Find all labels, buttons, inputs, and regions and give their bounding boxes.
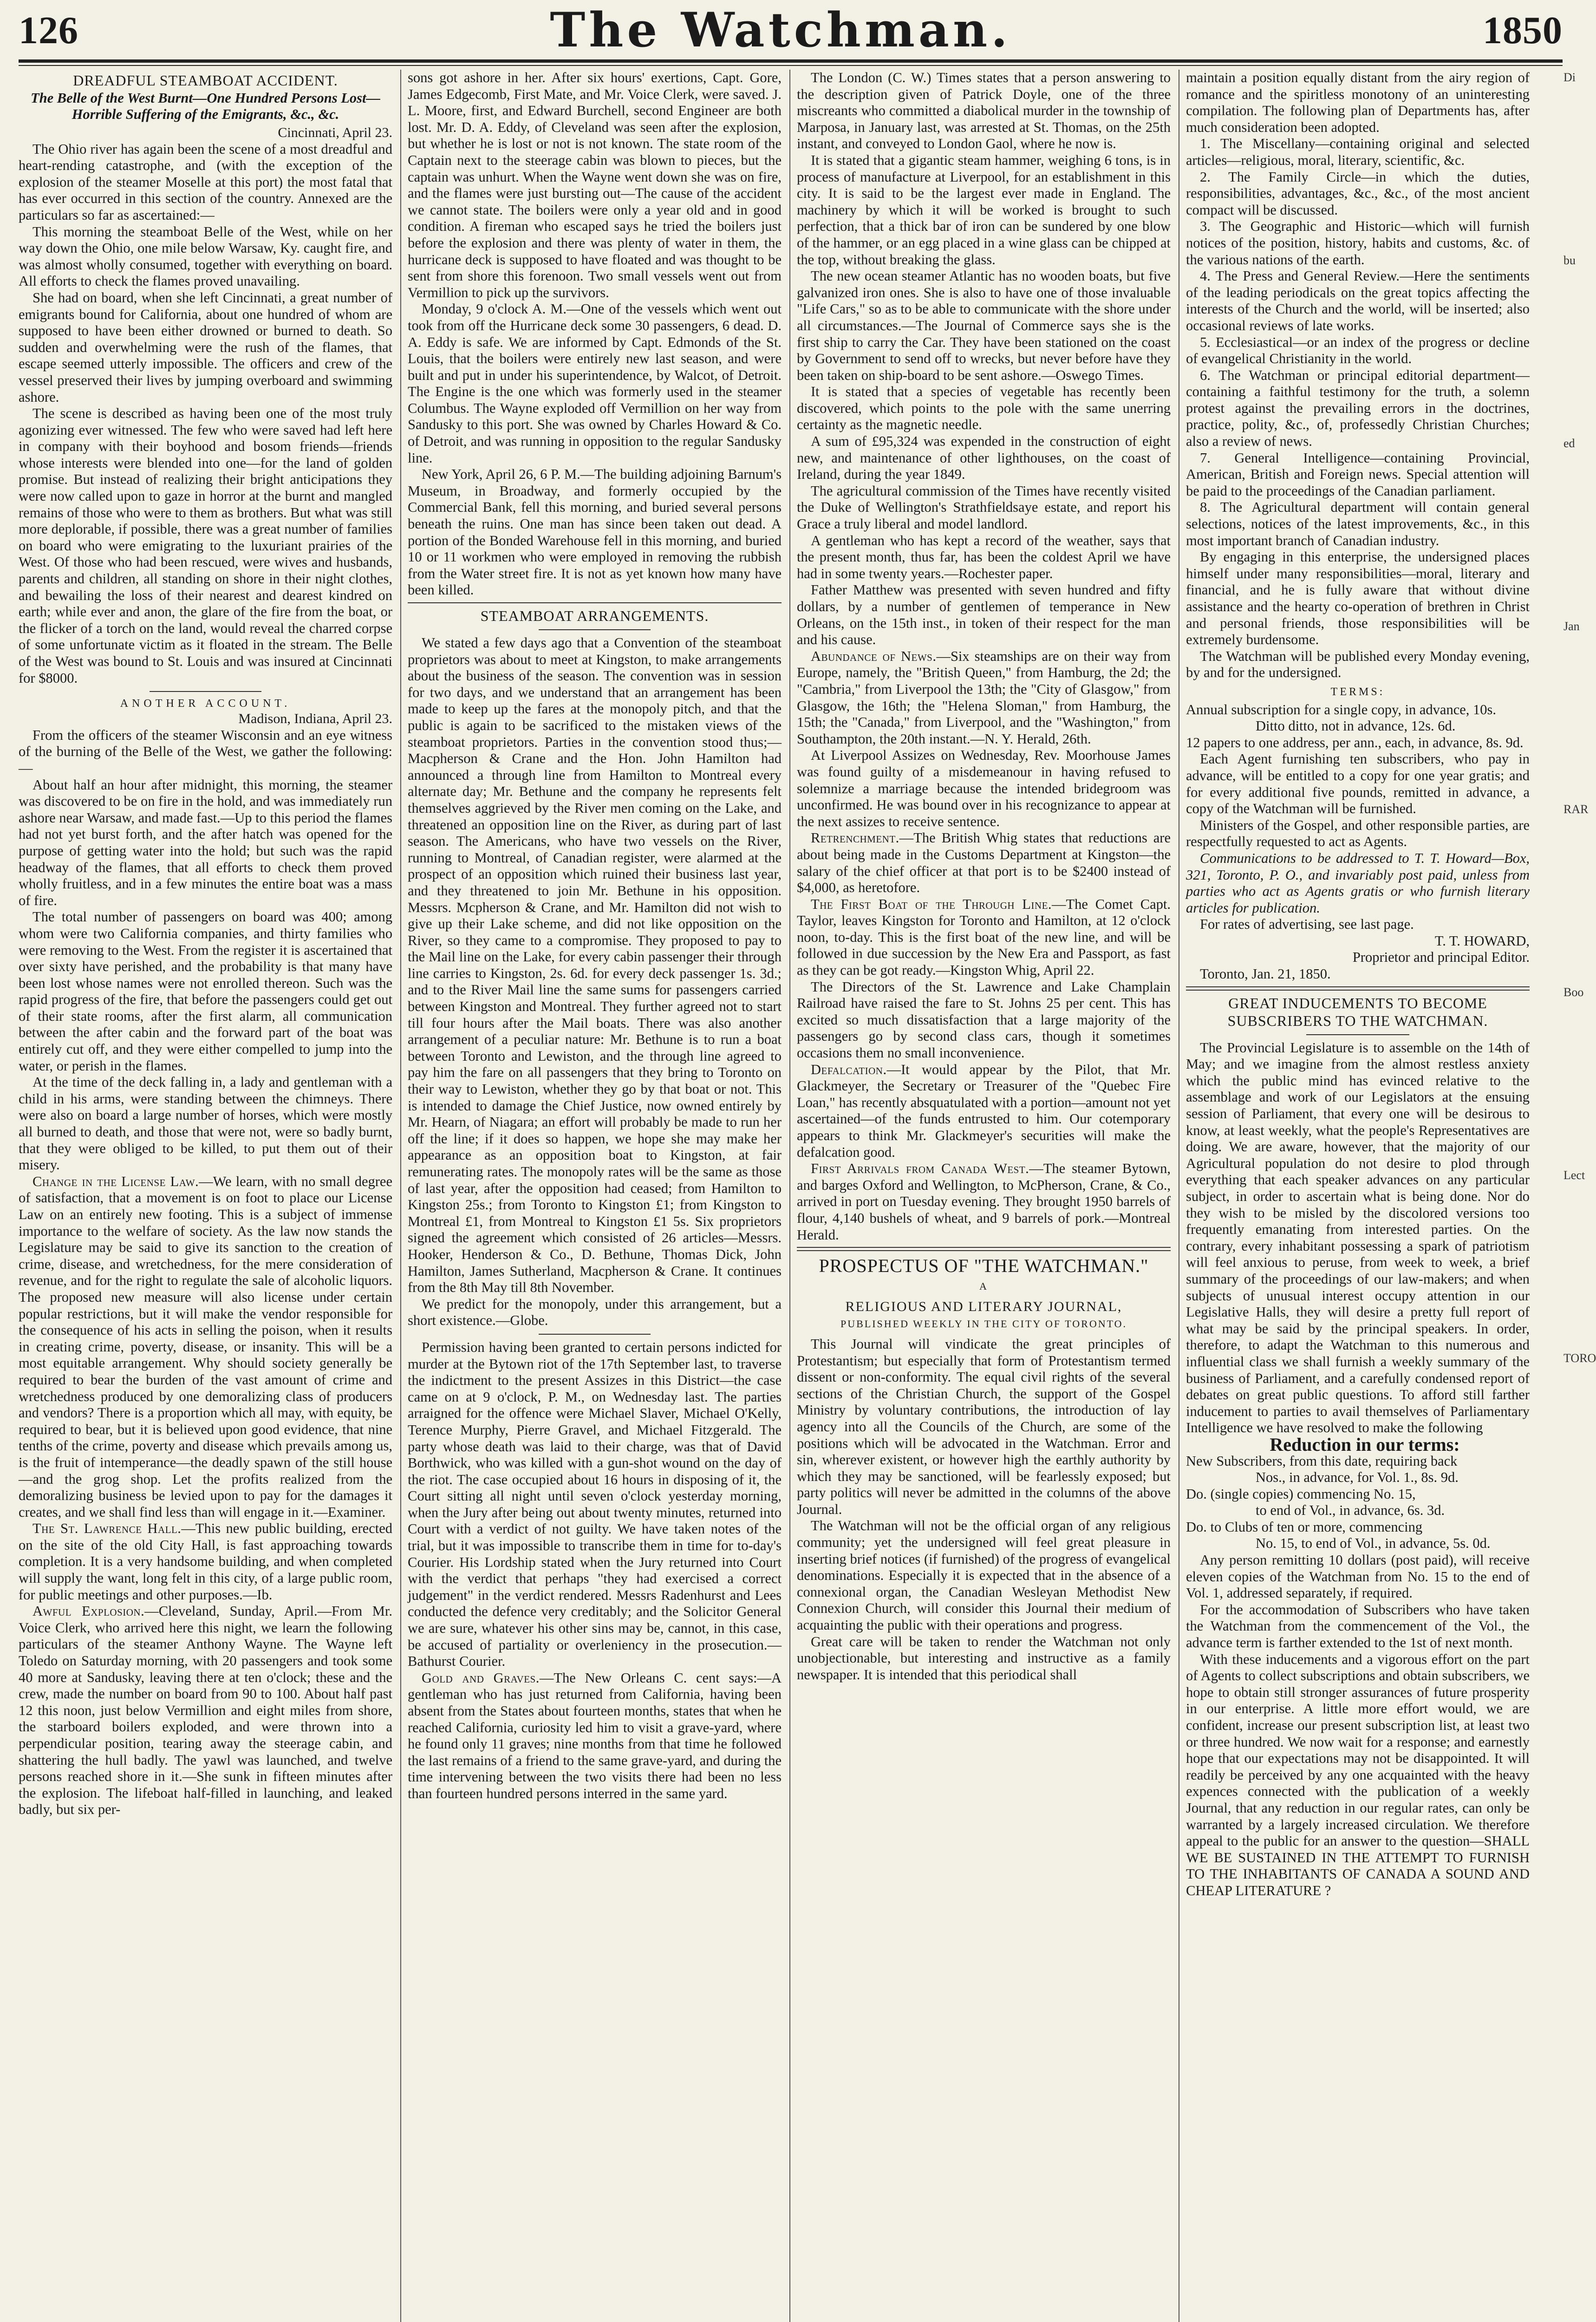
edge-fragment: Di: [1563, 71, 1576, 84]
paragraph: The Watchman will be published every Monday evening, by and for the undersigned.: [1186, 648, 1530, 681]
item-lead: Abundance of News.: [811, 648, 937, 664]
article-headline: GREAT INDUCEMENTS TO BECOME SUBSCRIBERS TO THE WATCHMAN.: [1227, 994, 1488, 1029]
paragraph: Each Agent furnishing ten subscribers, who pay in advance, will be entitled to a copy for one year gratis; and for every additional five pounds, remitted in advance, a copy of the Watchman will be furnished.: [1186, 751, 1530, 817]
column-1: [19, 70, 392, 2322]
item-lead: Awful Explosion.: [33, 1603, 145, 1619]
divider: [150, 691, 262, 692]
issue-year: 1850: [1483, 8, 1563, 52]
masthead: [19, 0, 1563, 60]
paragraph: maintain a position equally distant from the airy region of romance and the spiritless monotony of an uninteresting compilation. The following plan of Departments has, after much consideration been adopted.: [1186, 70, 1530, 135]
paragraph: [797, 896, 1171, 979]
list-item: 5. Ecclesiastical—or an index of the progress or decline of evangelical Christianity in the world.: [1186, 334, 1530, 367]
newspaper-title: The Watchman.: [550, 2, 1011, 58]
paragraph: Permission having been granted to certain persons indicted for murder at the Bytown riot of the 17th September last, to traverse the indictment to the present Assizes in this District—the case came on at 9 o'clock, P. M., on Wednesday last. The parties arraigned for the offence were Michael Slaver, Michael O'Kelly, Terence Murphy, Pierre Gravel, and Michael Fitzgerald. The party whose death was laid to their charge, was that of David Borthwick, who was killed with a gun-shot wound on the day of the riot. The case occupied about 16 hours in disposing of it, the Court sitting all night until seven o'clock yesterday morning, when the Jury after being out about twenty minutes, returned into Court with a verdict of not guilty. We have taken notes of the trial, but it was impossible to transcribe them in time for to-day's Courier. His Lordship stated when the Jury returned into Court with the verdict that perhaps "they had exercised a correct judgement" in the verdict rendered. Messrs Radenhurst and Lees conducted the defence very creditably; and the Solicitor General we are sure, whatever his other sins may be, cannot, in this case, be accused of partiality or overleniency in the prosecution.—Bathurst Courier.: [408, 1339, 782, 1670]
dateline: Cincinnati, April 23.: [278, 125, 392, 140]
paragraph: sons got ashore in her. After six hours' exertions, Capt. Gore, James Edgecomb, First Mate, and Mr. Voice Clerk, were saved. J. L. Moore, first, and Edward Burchell, second Engineer are both lost. Mr. D. A. Eddy, of Cleveland was seen after the explosion, but whether he is lost or not is not known. The state room of the Captain next to the steerage cabin was blown to pieces, but the captain was unhurt. When the Wayne went down she was on fire, and the flames were just bursting out—The cause of the accident we cannot state. The boilers were only a year old and in good condition. A fireman who escaped says he tried the boilers just before the explosion and there was plenty of water in them, the hurricane deck is supposed to have floated and was thought to be sent from shore this forenoon. Two small vessels went out from Vermillion to pick up the survivors.: [408, 70, 782, 300]
item-lead: Retrenchment.: [811, 830, 899, 846]
paragraph: Communications to be addressed to T. T. Howard—Box, 321, Toronto, P. O., and invariably post paid, unless from parties who act as Agents gratis or who furnish literary articles for publication.: [1186, 850, 1530, 916]
divider: [539, 629, 651, 630]
article-headline: DREADFUL STEAMBOAT ACCIDENT.: [73, 72, 338, 89]
item-body: —We learn, with no small degree of satisfaction, that a movement is on foot to place our License Law on an entirely new footing. This is a subject of immense importance to the welfare of society. As the law now stands the Legislature may be said to give its sanction to the creation of crime, disease, and wretchedness, for the mere consideration of revenue, and for the right to regulate the sale of alcoholic liquors. The proposed new measure will also license under certain popular restrictions, but it will make the vendor responsible for the consequence of his acts in selling the poison, when it results in creating crime, poverty, disease, or insanity. This will be a most equitable arrangement. Why should society generally be required to bear the burden of the vast amount of crime and wretchedness produced by one demoralizing class of producers and vendors? There is a proportion which all may, with equity, be required to bear, but it is believed upon good evidence, that nine tenths of the crime, poverty and disease which prevails among us, is the fruit of intemperance—the deadly spawn of the still house—and the grog shop. Let the profits realized from the demoralizing business be levied upon to pay for the damages it creates, and we shall find less than will engage in it.—Examiner.: [19, 1173, 392, 1520]
paragraph: For rates of advertising, see last page.: [1200, 916, 1414, 933]
item-lead: First Arrivals from Canada West.: [811, 1161, 1029, 1177]
paragraph: The London (C. W.) Times states that a person answering to the description given of Patrick Doyle, one of the three miscreants who committed a diabolical murder in the township of Marposa, in January last, was arrested at St. Thomas, on the 25th instant, and conveyed to London Gaol, where he now is.: [797, 70, 1171, 152]
paragraph: [797, 648, 1171, 748]
item-body: —The British Whig states that reductions are about being made in the Customs Department at Kingston—the salary of the chief officer at that port is to be $2400 instead of $4,000, as heretofore.: [797, 830, 1171, 896]
paragraph: For the accommodation of Subscribers who have taken the Watchman from the commencement of the Vol., the advance term is farther extended to the 1st of next month.: [1186, 1601, 1530, 1651]
paragraph: The new ocean steamer Atlantic has no wooden boats, but five galvanized iron ones. She is also to have one of those invaluable "Life Cars," so as to be able to communicate with the shore under all circumstances.—The Journal of Commerce says she is the first ship to carry the Car. They have been stationed on the coast by Government to send off to wrecks, but never before have they been taken on ship-board to be sent ashore.—Oswego Times.: [797, 268, 1171, 383]
column-separator: [400, 70, 401, 2322]
paragraph: [797, 1161, 1171, 1243]
paragraph: Ministers of the Gospel, and other responsible parties, are respectfully requested to act as Agents.: [1186, 817, 1530, 850]
paragraph: A gentleman who has kept a record of the weather, says that the present month, thus far, has been the coldest April we have had in some twenty years.—Rochester paper.: [797, 532, 1171, 581]
paragraph: The total number of passengers on board was 400; among whom were two California companies, and thirty families who were removing to the West. From the register it is ascertained that over sixty have perished, and the probability is that many have been lost whose names were not enrolled thereon. Such was the rapid progress of the fire, that before the passengers could get out of their state rooms, after the first alarm, all communication between the after cabin and the forward part of the boat was entirely cut off, and they were either compelled to jump into the water, or perish in the flames.: [19, 909, 392, 1074]
paragraph: [19, 1520, 392, 1603]
edge-fragment: TORO: [1563, 1351, 1596, 1365]
reduction-heading: Reduction in our terms:: [1270, 1434, 1460, 1455]
item-body: —This new public building, erected on the site of the old City Hall, is fast approaching towards completion. It is a very handsome building, and when completed will supply the want, long felt in this city, of a large public room, for public meetings and other purposes.—Ib.: [19, 1520, 392, 1603]
list-item: 6. The Watchman or principal editorial department—containing a faithful testimony for the truth, a solemn protest against the prevailing errors in the doctrines, practice, polity, &c., of, professedly Christian Churches; also a review of news.: [1186, 367, 1530, 450]
paragraph: [797, 830, 1171, 896]
item-lead: The First Boat of the Through Line.: [811, 896, 1052, 912]
paragraph: The Watchman will not be the official organ of any religious community; yet the undersigned will feel great pleasure in inserting brief notices (if furnished) of the progress of evangelical denominations. Especially it is expected that in the absence of a connexional organ, the Canadian Wesleyan Methodist New Connexion Church, will consider this Journal their medium of acquainting the public with their operations and progress.: [797, 1518, 1171, 1633]
edge-fragment: RAR: [1563, 802, 1589, 816]
item-body: —Six steamships are on their way from Europe, namely, the "British Queen," from Hamburg, the 2d; the "Cambria," from Liverpool the 13th; the "City of Glasgow," from Glasgow, the 16th; the "Helena Sloman," from Hamburg, the 15th; the "Canada," from Liverpool, and the "Washington," from Southampton, the 20th instant.—N. Y. Herald, 26th.: [797, 648, 1171, 747]
divider: [539, 1334, 651, 1335]
paragraph: By engaging in this enterprise, the undersigned places himself under many responsibilities—moral, literary and financial, and he is fully aware that without divine assistance and the hearty co-operation of brethren in Christ and personal friends, those responsibilities will be extremely burdensome.: [1186, 549, 1530, 648]
edge-fragment: Jan: [1563, 620, 1580, 633]
term-line: Do. (single copies) commencing No. 15,: [1186, 1486, 1416, 1502]
paragraph: This morning the steamboat Belle of the West, while on her way down the Ohio, one mile below Warsaw, Ky. caught fire, and was almost wholly consumed, together with everything on board. All efforts to check the flames proved unavailing.: [19, 223, 392, 289]
paragraph: [408, 1670, 782, 1802]
prospectus-article: A: [979, 1280, 988, 1292]
paragraph: She had on board, when she left Cincinnati, a great number of emigrants bound for California, about one hundred of whom are supposed to have been either drowned or burned to death. So sudden and overwhelming were the rush of the flames, that escape seemed utterly impossible. The officers and crew of the vessel preserved their lives by jumping overboard and swimming ashore.: [19, 289, 392, 405]
rate-line: Annual subscription for a single copy, in advance, 10s.: [1186, 701, 1497, 717]
list-item: 7. General Intelligence—containing Provincial, American, British and Foreign news. Special attention will be paid to the proceedings of the Canadian parliament.: [1186, 450, 1530, 499]
paragraph: Father Matthew was presented with seven hundred and fifty dollars, by a number of gentlemen of temperance in New Orleans, on the 15th inst., in token of their respect for the man and his cause.: [797, 582, 1171, 648]
paragraph: We predict for the monopoly, under this arrangement, but a short existence.—Globe.: [408, 1296, 782, 1329]
prospectus-publication-note: PUBLISHED WEEKLY IN THE CITY OF TORONTO.: [840, 1318, 1127, 1330]
paragraph: Monday, 9 o'clock A. M.—One of the vessels which went out took from off the Hurricane deck some 30 passengers, 6 dead. D. A. Eddy is safe. We are informed by Capt. Edmonds of the St. Louis, that the boilers were entirely new last season, and were built and put in under his superintendence, by Walcot, of Detroit. The Engine is the one which was formerly used in the steamer Columbus. The Wayne exploded off Vermillion on her way from Sandusky to this port. She was owned by Charles Howard & Co. of Detroit, and was running in opposition to the regular Sandusky line.: [408, 301, 782, 466]
signature-title: Proprietor and principal Editor.: [1352, 949, 1530, 965]
paragraph: This Journal will vindicate the great principles of Protestantism; but especially that form of Protestantism termed dissent or non-conformity. The equal civil rights of the several sections of the Christian Church, the support of the Gospel Ministry by voluntary contributions, the introduction of lay agency into all the Councils of the Church, are some of the positions which will be advocated in the Watchman. Error and sin, wherever existent, or however high the earthly authority by which they may be sanctioned, will be fearlessly exposed; but party politics will never be admitted in the columns of the above Journal.: [797, 1336, 1171, 1517]
item-lead: Gold and Graves.: [422, 1670, 540, 1686]
prospectus-title: PROSPECTUS OF "THE WATCHMAN.": [819, 1255, 1149, 1277]
term-line: Do. to Clubs of ten or more, commencing: [1186, 1519, 1423, 1535]
edge-fragment: ed: [1563, 437, 1575, 450]
paragraph: [19, 1603, 392, 1818]
rate-line: Ditto ditto, not in advance, 12s. 6d.: [1256, 718, 1456, 734]
term-line: to end of Vol., in advance, 6s. 3d.: [1256, 1502, 1445, 1519]
paragraph: About half an hour after midnight, this morning, the steamer was discovered to be on fire in the hold, and was immediately run ashore near Warsaw, and made fast.—Up to this period the flames had not yet burst forth, and the after hatch was opened for the purpose of getting water into the hold; but such was the rapid headway of the flames, that all efforts to check them proved wholly fruitless, and in a few minutes the entire boat was a mass of fire.: [19, 776, 392, 908]
item-lead: Change in the License Law.: [33, 1173, 199, 1189]
paragraph: At the time of the deck falling in, a lady and gentleman with a child in his arms, were standing between the chimneys. There were also on board a large number of horses, which were mostly all burned to death, and those that were not, were so badly burnt, that they were obliged to be killed, to put them out of their misery.: [19, 1074, 392, 1173]
column-4: [1186, 70, 1530, 2322]
paragraph: The Ohio river has again been the scene of a most dreadful and heart-rending catastrophe, and (with the exception of the explosion of the steamer Moselle at this port) the most fatal that has ever occurred in this section of the country. Annexed are the particulars so far as ascertained:—: [19, 141, 392, 223]
item-body: —The New Orleans C. cent says:—A gentleman who has just returned from California, having been absent from the States about fourteen months, states that when he reached California, curiosity led him to visit a grave-yard, where he found only 11 graves; nine months from that time he followed the last remains of a friend to the same grave-yard, and during the time intervening between the two visits there had been no less than fourteen hundred persons interred in the same yard.: [408, 1670, 782, 1801]
paragraph: With these inducements and a vigorous effort on the part of Agents to collect subscriptions and obtain subscribers, we hope to obtain still stronger assurances of future prosperity in our enterprise. A little more effort would, we are confident, increase our present subscription list, at least two or three hundred. We now wait for a response; and earnestly hope that our expectations may not be disappointed. It will readily be perceived by any one acquainted with the heavy expences connected with the publication of a weekly Journal, that any reduction in our regular rates, can only be warranted by a largely increased circulation. We therefore appeal to the public for an answer to the question—SHALL WE BE SUSTAINED IN THE ATTEMPT TO FURNISH TO THE INHABITANTS OF CANADA A SOUND AND CHEAP LITERATURE ?: [1186, 1651, 1530, 1898]
paragraph: [19, 1174, 392, 1520]
edge-fragment: Boo: [1563, 985, 1584, 999]
paragraph: Any person remitting 10 dollars (post paid), will receive eleven copies of the Watchman from No. 15 to the end of Vol. 1, addressed separately, if required.: [1186, 1552, 1530, 1601]
paragraph: From the officers of the steamer Wisconsin and an eye witness of the burning of the Belle of the West, we gather the following:—: [19, 727, 392, 776]
list-item: 1. The Miscellany—containing original and selected articles—religious, moral, literary, scientific, &c.: [1186, 136, 1530, 168]
item-body: —It would appear by the Pilot, that Mr. Glackmeyer, the Secretary or Treasurer of the "Quebec Fire Loan," has recently absquatulated with a portion—amount not yet ascertained—of the funds entrusted to him. Our cotemporary appears to think Mr. Glackmeyer's securities will make the defalcation good.: [797, 1061, 1171, 1160]
adjacent-page-edge: [1563, 70, 1596, 2322]
list-item: 3. The Geographic and Historic—which will furnish notices of the position, history, habits and customs, &c. of the various nations of the earth.: [1186, 218, 1530, 267]
paragraph: A sum of £95,324 was expended in the construction of eight new, and maintenance of other lighthouses, on the coast of Ireland, during the year 1849.: [797, 433, 1171, 483]
masthead-rule: [19, 59, 1563, 63]
signature-name: T. T. HOWARD,: [1434, 933, 1530, 949]
divider: [797, 1247, 1171, 1251]
dateline: Toronto, Jan. 21, 1850.: [1200, 966, 1331, 982]
column-2: [408, 70, 782, 2322]
terms-heading: TERMS:: [1330, 685, 1385, 698]
item-body: —The steamer Bytown, and barges Oxford and Wellington, to McPherson, Crane, & Co., arrived in port on Tuesday evening. They brought 1950 barrels of flour, 4,140 bushels of wheat, and 9 barrels of pork.—Montreal Herald.: [797, 1161, 1171, 1243]
paragraph: The agricultural commission of the Times have recently visited the Duke of Wellington's Strathfieldsaye estate, and report his Grace a truly liberal and model landlord.: [797, 483, 1171, 532]
term-line: Nos., in advance, for Vol. 1., 8s. 9d.: [1256, 1469, 1459, 1486]
reduced-terms: [1186, 1453, 1530, 1552]
divider: [1306, 1034, 1409, 1035]
page-number: 126: [19, 8, 78, 52]
paragraph: At Liverpool Assizes on Wednesday, Rev. Moorhouse James was found guilty of a misdemeanour in having refused to solemnize a marriage because the intended bridegroom was unconfirmed. He was bound over in his recognizance to appear at the next assizes to receive sentence.: [797, 747, 1171, 829]
list-item: 2. The Family Circle—in which the duties, responsibilities, advantages, &c., &c., of the most ancient compact will be discussed.: [1186, 169, 1530, 218]
paragraph: It is stated that a gigantic steam hammer, weighing 6 tons, is in process of manufacture at Liverpool, for an establishment in this city. It is said to be the largest ever made in England. The machinery by which it will be worked is brought to such perfection, that a thick bar of iron can be sundered by one blow of the hammer, or an egg placed in a wine glass can be chipped at the top, without breaking the glass.: [797, 152, 1171, 267]
item-lead: The St. Lawrence Hall.: [33, 1520, 182, 1537]
paragraph: The scene is described as having been one of the most truly agonizing ever witnessed. The few who were saved had left here in company with their boyhood and bosom friends—friends whose interests were blended into one—for the land of golden promise. But instead of realizing their bright anticipations they were now called upon to gaze in horror at the burnt and mangled remains of those who were to them as brothers. But what was still more deplorable, if possible, there was a great number of families on board who were emigrating to the luxuriant prairies of the West. Of those who had been rescued, were wives and husbands, parents and children, all standing on shore in their night clothes, and bewailing the loss of their nearest and dearest kindred on earth; while ever and anon, the glare of the fire from the boat, or the flicker of a torch on the land, would reveal the charred corpse of some unfortunate victim as it floated in the stream. The Belle of the West was bound to St. Louis and was insured at Cincinnati for $8000.: [19, 405, 392, 686]
item-lead: Defalcation.: [811, 1061, 887, 1077]
paragraph: The Provincial Legislature is to assemble on the 14th of May; and we imagine from the almost restless anxiety which the public mind has evinced relative to the assemblage and work of our Legislators at the ensuing session of Parliament, that every one will be desirous to know, at least weekly, what the people's Representatives are doing. We are aware, however, that the majority of our Agricultural population do not desire to plod through everything that each speaker advances on any particular subject, in order to ascertain what is being done. Nor do they wish to be misled by the discolored versions too frequently emanating from interested parties. On the contrary, every inhabitant possessing a spark of patriotism will feel anxious to peruse, from week to week, a brief summary of the proceedings of our law-makers; and when subjects of unusual interest occupy attention in our Legislative Halls, they will desire a pretty full report of what may be said by the principal speakers. In order, therefore, to adapt the Watchman to this numerous and influential class we shall furnish a weekly summary of the business of Parliament, and a carefully condensed report of debates on great public questions. To afford still farther inducement to parties to avail themselves of Parliamentary Intelligence we have resolved to make the following: [1186, 1039, 1530, 1436]
rate-line: 12 papers to one address, per ann., each, in advance, 8s. 9d.: [1186, 734, 1524, 750]
masthead-rule-thin: [19, 65, 1563, 66]
rates-table: [1186, 702, 1530, 751]
term-line: No. 15, to end of Vol., in advance, 5s. 0d.: [1256, 1535, 1491, 1552]
section-heading: ANOTHER ACCOUNT.: [120, 698, 291, 710]
paragraph: The Directors of the St. Lawrence and Lake Champlain Railroad have raised the fare to St. Johns 25 per cent. This has excited so much dissatisfaction that a large majority of the passengers go by second class cars, though it sometimes occasions them no small inconvenience.: [797, 978, 1171, 1061]
divider: [408, 602, 782, 603]
article-subheadline: The Belle of the West Burnt—One Hundred Persons Lost—Horrible Suffering of the Emigrants, &c., &c.: [31, 90, 380, 122]
item-body: —The Comet Capt. Taylor, leaves Kingston for Toronto and Hamilton, at 12 o'clock noon, to-day. This is the first boat of the new line, and will be followed in due succession by the New Era and Passport, as fast as they can be got ready.—Kingston Whig, April 22.: [797, 896, 1171, 978]
edge-fragment: bu: [1563, 254, 1576, 267]
page-columns: [19, 70, 1553, 2322]
prospectus-subtitle: RELIGIOUS AND LITERARY JOURNAL,: [845, 1298, 1122, 1314]
item-body: —Cleveland, Sunday, April.—From Mr. Voice Clerk, who arrived here this night, we learn the following particulars of the steamer Anthony Wayne. The Wayne left Toledo on Saturday morning, with 20 passengers and took some 40 more at Sandusky, leaving there at ten o'clock; these and the crew, made the number on board from 90 to 100. About half past 12 this noon, just below Vermillion and eight miles from shore, the starboard boilers exploded, and were thrown into a perpendicular position, tearing away the steerage cabin, and shattering the hull badly. The yawl was launched, and twelve persons reached shore in it.—She sunk in fifteen minutes after the explosion. The lifeboat half-filled in launching, and leaked badly, but six per-: [19, 1603, 392, 1818]
paragraph: [797, 1062, 1171, 1161]
divider: [1186, 986, 1530, 991]
paragraph: New York, April 26, 6 P. M.—The building adjoining Barnum's Museum, in Broadway, and formerly occupied by the Commercial Bank, fell this morning, and buried several persons beneath the ruins. One man has since been taken out dead. A portion of the Bonded Warehouse fell in this morning, and buried 10 or 11 workmen who were employed in removing the rubbish from the Water street fire. It is not as yet known how many have been killed.: [408, 466, 782, 598]
list-item: 8. The Agricultural department will contain general selections, notices of the latest improvements, &c., in this most important branch of Canadian industry.: [1186, 499, 1530, 548]
paragraph: It is stated that a species of vegetable has recently been discovered, which points to the pole with the same unerring certainty as the magnetic needle.: [797, 384, 1171, 433]
column-3: [797, 70, 1171, 2322]
term-line: New Subscribers, from this date, requiring back: [1186, 1453, 1458, 1469]
department-list: [1186, 136, 1530, 549]
article-headline: STEAMBOAT ARRANGEMENTS.: [480, 607, 709, 624]
paragraph: We stated a few days ago that a Convention of the steamboat proprietors was about to meet at Kingston, to make arrangements about the business of the season. The convention was in session for two days, and we understand that an arrangement has been made to keep up the fares at the monopoly pitch, and that the public is again to be sacrificed to the mistaken views of the steamboat proprietors. Parties in the convention stood thus;—Macpherson & Crane and the Hon. John Hamilton had announced a through line from Hamilton to Montreal every alternate day; Mr. Bethune and the company he represents felt themselves aggrieved by the River men coming on the Lake, and threatened an opposition line on the River, as during part of last season. The Americans, who have two vessels on the River, running to Montreal, of Canadian register, were alarmed at the prospect of an opposition which ruined their business last year, and they threatened to join Mr. Bethune in his opposition. Messrs. Mcpherson & Crane, and Mr. Hamilton did not wish to give up their Lake scheme, and did not like opposition on the River, so they came to a compromise. They proposed to pay to the Mail line on the Lake, for every cabin passenger their through line carries to Kingston, 2s. 6d. for every deck passenger 1s. 3d.; and to the River Mail line the same sums for passengers carried between Kingston and Montreal. They further agreed not to start till four hours after the Mail boats. There was also another arrangement of a peculiar nature: Mr. Bethune is to run a boat between Toronto and Lewiston, and the through line agreed to pay him the fare on all passengers that they bring to Toronto on their way to Lewiston, whether they go by that boat or not. This is intended to damage the Chief Justice, now owned entirely by Mr. Hearn, of Niagara; an effort will probably be made to run her off the line; if it does so happen, we hope she may make her appearance as an opposition boat to Kingston, at fair remunerating rates. The monopoly rates will be the same as those of last year, after the opposition had ceased; from Hamilton to Kingston 25s.; from Toronto to Kingston £1; from Kingston to Montreal £1, from Montreal to Kingston £1 5s. Six proprietors signed the agreement which consisted of 26 articles—Messrs. Hooker, Henderson & Co., D. Bethune, Thomas Dick, John Hamilton, James Sutherland, Macpherson & Crane. It continues from the 8th May till 8th November.: [408, 635, 782, 1296]
column-separator: [789, 70, 790, 2322]
paragraph: Great care will be taken to render the Watchman not only unobjectionable, but interesting and instructive as a family newspaper. It is intended that this periodical shall: [797, 1633, 1171, 1683]
dateline: Madison, Indiana, April 23.: [238, 711, 392, 727]
list-item: 4. The Press and General Review.—Here the sentiments of the leading periodicals on the great topics affecting the interests of the Church and the world, will be inserted; also occasional reviews of late works.: [1186, 268, 1530, 333]
edge-fragment: Lect: [1563, 1168, 1585, 1182]
